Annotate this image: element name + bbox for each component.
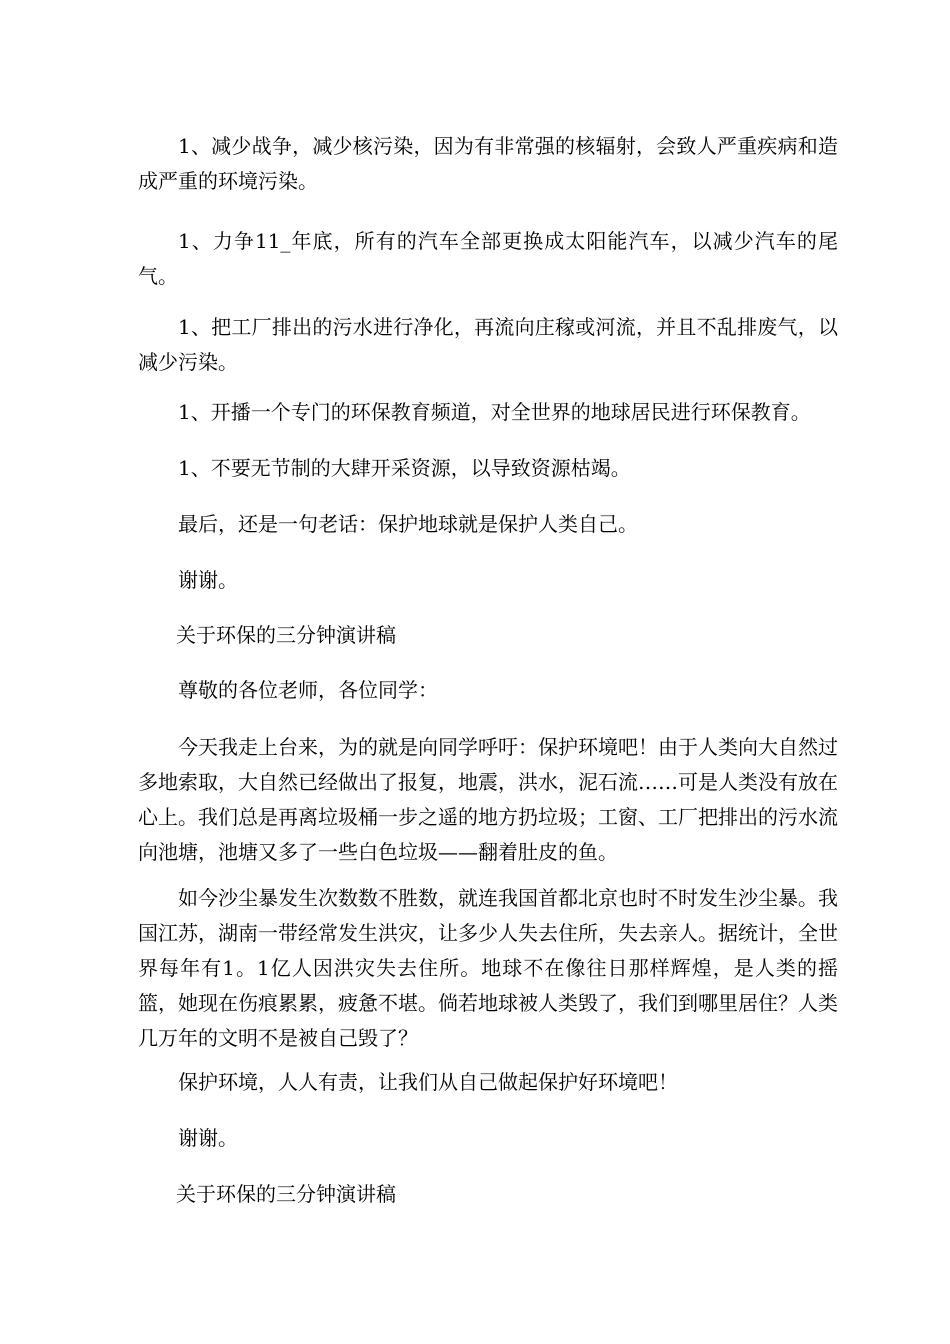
paragraph-education-channel: 1、开播一个专门的环保教育频道，对全世界的地球居民进行环保教育。 <box>178 400 811 424</box>
section-title-2: 关于环保的三分钟演讲稿 <box>176 1182 396 1206</box>
greeting: 尊敬的各位老师，各位同学： <box>178 678 438 702</box>
paragraph-call-to-action: 今天我走上台来，为的就是向同学呼吁：保护环境吧！由于人类向大自然过多地索取，大自然已经做出了报复，地震，洪水，泥石流……可是人类没有放在心上。我们总是再离垃圾桶一步之遥的地方扔垃圾；工窗、工厂把排出的污水流向池塘，池塘又多了一些白色垃圾——翻着肚皮的鱼。 <box>138 735 838 864</box>
paragraph-thanks-1: 谢谢。 <box>178 568 238 592</box>
paragraph-sandstorm-floods: 如今沙尘暴发生次数数不胜数，就连我国首都北京也时不时发生沙尘暴。我国江苏，湖南一带经常发生洪灾，让多少人失去住所，失去亲人。据统计，全世界每年有1。1亿人因洪灾失去住所。地球不在像往日那样辉煌，是人类的摇篮，她现在伤痕累累，疲惫不堪。倘若地球被人类毁了，我们到哪里居住？人类几万年的文明不是被自己毁了？ <box>138 886 838 1050</box>
paragraph-conclusion: 最后，还是一句老话：保护地球就是保护人类自己。 <box>178 512 638 536</box>
paragraph-war-pollution: 1、减少战争，减少核污染，因为有非常强的核辐射，会致人严重疾病和造成严重的环境污染。 <box>138 134 838 193</box>
paragraph-resources: 1、不要无节制的大肆开采资源，以导致资源枯竭。 <box>178 456 631 480</box>
paragraph-solar-cars: 1、力争11_年底，所有的汽车全部更换成太阳能汽车，以减少汽车的尾气。 <box>138 229 838 288</box>
paragraph-factory-water: 1、把工厂排出的污水进行净化，再流向庄稼或河流，并且不乱排废气，以减少污染。 <box>138 315 838 374</box>
section-title-1: 关于环保的三分钟演讲稿 <box>176 623 396 647</box>
paragraph-protect-environment: 保护环境，人人有责，让我们从自己做起保护好环境吧！ <box>178 1070 678 1094</box>
paragraph-thanks-2: 谢谢。 <box>178 1126 238 1150</box>
